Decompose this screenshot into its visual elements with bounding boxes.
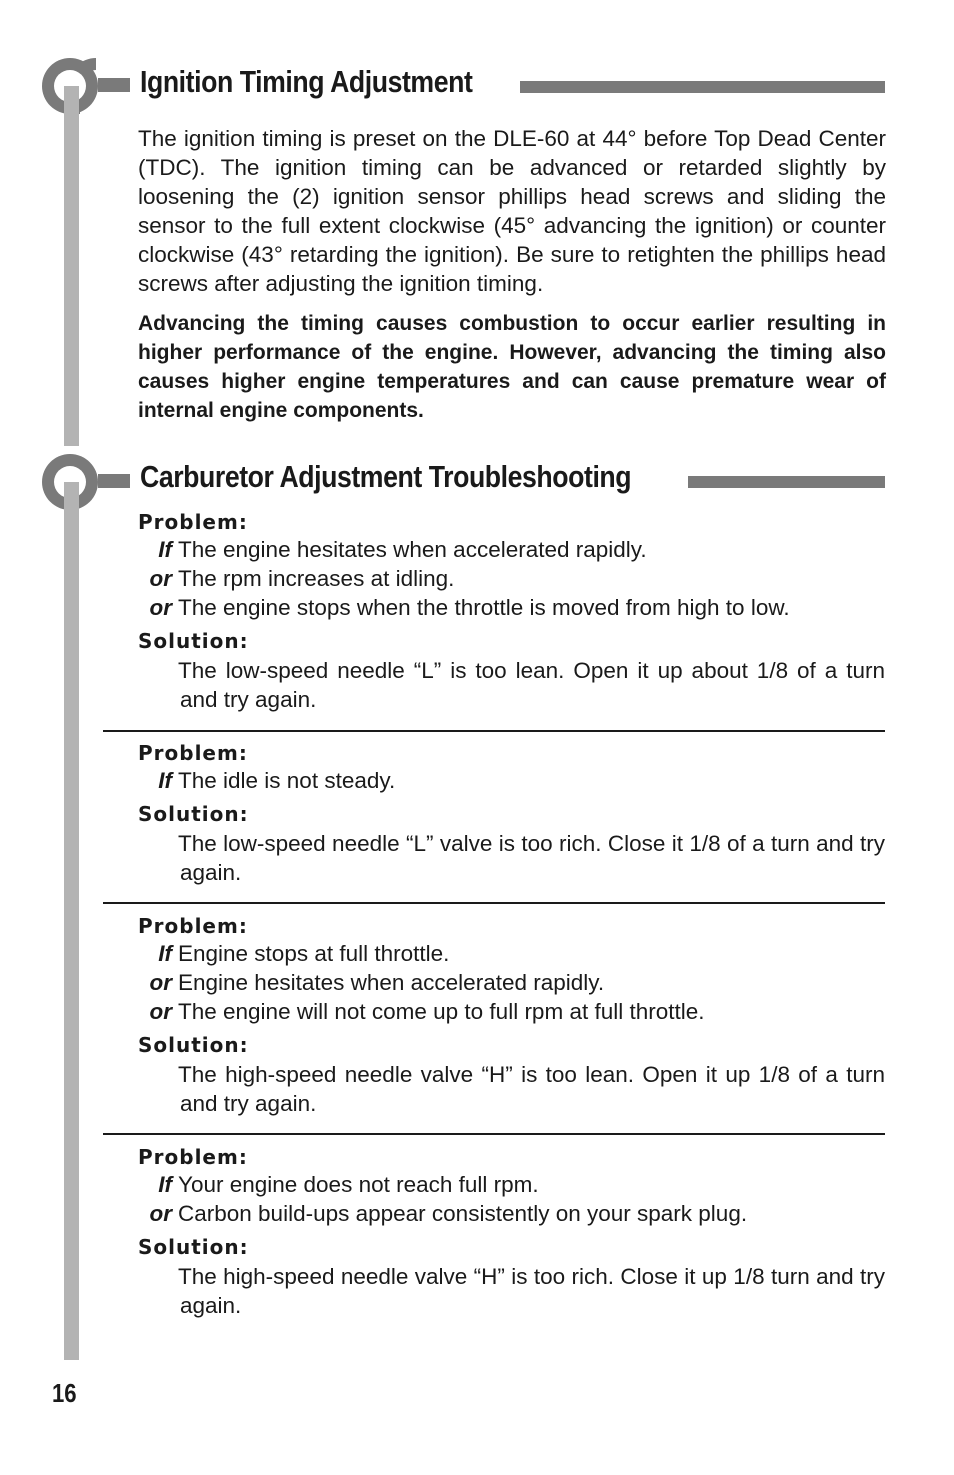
condition-keyword: or xyxy=(149,595,172,620)
problem-label: Problem: xyxy=(138,510,248,534)
problem-label: Problem: xyxy=(138,914,248,938)
troubleshooting-entry xyxy=(138,740,898,887)
condition-keyword: or xyxy=(149,566,172,591)
condition-text: Engine stops at full throttle. xyxy=(178,941,450,966)
troubleshooting-entry xyxy=(138,913,898,1118)
condition-keyword: or xyxy=(149,999,172,1024)
condition-text: The engine hesitates when accelerated rapidly. xyxy=(178,537,647,562)
condition-text: The engine stops when the throttle is moved from high to low. xyxy=(178,595,790,620)
solution-label: Solution: xyxy=(138,802,249,826)
condition-keyword: If xyxy=(158,768,172,793)
solution-text: The high-speed needle valve “H” is too rich. Close it up 1/8 turn and try again. xyxy=(178,1264,885,1318)
solution-text: The high-speed needle valve “H” is too lean. Open it up 1/8 of a turn and try again. xyxy=(178,1062,885,1116)
entry-divider xyxy=(103,1133,885,1135)
condition-row xyxy=(138,535,898,564)
condition-row xyxy=(138,997,898,1026)
heading-bar xyxy=(520,81,885,93)
entry-divider xyxy=(103,902,885,904)
condition-text: Engine hesitates when accelerated rapidly. xyxy=(178,970,605,995)
troubleshooting-entry xyxy=(138,509,898,714)
condition-row xyxy=(138,564,898,593)
condition-text: Carbon build-ups appear consistently on your spark plug. xyxy=(178,1201,748,1226)
condition-row xyxy=(138,1170,898,1199)
condition-keyword: If xyxy=(158,537,172,562)
condition-text: The engine will not come up to full rpm at full throttle. xyxy=(178,999,705,1024)
heading-bar xyxy=(688,476,885,488)
solution-label: Solution: xyxy=(138,629,249,653)
ignition-body-text: The ignition timing is preset on the DLE-60 at 44° before Top Dead Center (TDC). The ignition timing can be advanced or retarded slightly by loosening the (2) ignition sensor phillips head screws and sliding the sensor to the full extent clockwise (45° advancing the ignition) or counter clockwise (43° retarding the ignition). Be sure to retighten the phillips head screws after adjusting the ignition timing. xyxy=(138,126,886,296)
condition-keyword: or xyxy=(149,970,172,995)
solution-label: Solution: xyxy=(138,1235,249,1259)
condition-keyword: If xyxy=(158,941,172,966)
solution-text: The low-speed needle “L” valve is too rich. Close it 1/8 of a turn and try again. xyxy=(178,831,885,885)
ignition-warning-text: Advancing the timing causes combustion to occur earlier resulting in higher performance of the engine. However, advancing the timing also causes higher engine temperatures and can cause premature wear of internal engine components. xyxy=(138,312,886,422)
condition-keyword: or xyxy=(149,1201,172,1226)
left-rail-1 xyxy=(64,80,79,446)
condition-row xyxy=(138,1199,898,1228)
condition-row xyxy=(138,939,898,968)
left-rail-2 xyxy=(64,476,79,1360)
section-title-ignition: Ignition Timing Adjustment xyxy=(140,64,473,99)
section-hook-icon xyxy=(40,452,132,512)
condition-text: The idle is not steady. xyxy=(178,768,396,793)
solution-label: Solution: xyxy=(138,1033,249,1057)
condition-keyword: If xyxy=(158,1172,172,1197)
entry-divider xyxy=(103,730,885,732)
condition-text: The rpm increases at idling. xyxy=(178,566,455,591)
page-number: 16 xyxy=(52,1378,77,1408)
section-title-carburetor: Carburetor Adjustment Troubleshooting xyxy=(140,459,632,494)
condition-row xyxy=(138,593,898,622)
condition-row xyxy=(138,766,898,795)
condition-text: Your engine does not reach full rpm. xyxy=(178,1172,539,1197)
solution-text: The low-speed needle “L” is too lean. Open it up about 1/8 of a turn and try again. xyxy=(178,658,885,712)
section-hook-icon xyxy=(40,56,132,116)
problem-label: Problem: xyxy=(138,741,248,765)
problem-label: Problem: xyxy=(138,1145,248,1169)
troubleshooting-entry xyxy=(138,1144,898,1320)
condition-row xyxy=(138,968,898,997)
